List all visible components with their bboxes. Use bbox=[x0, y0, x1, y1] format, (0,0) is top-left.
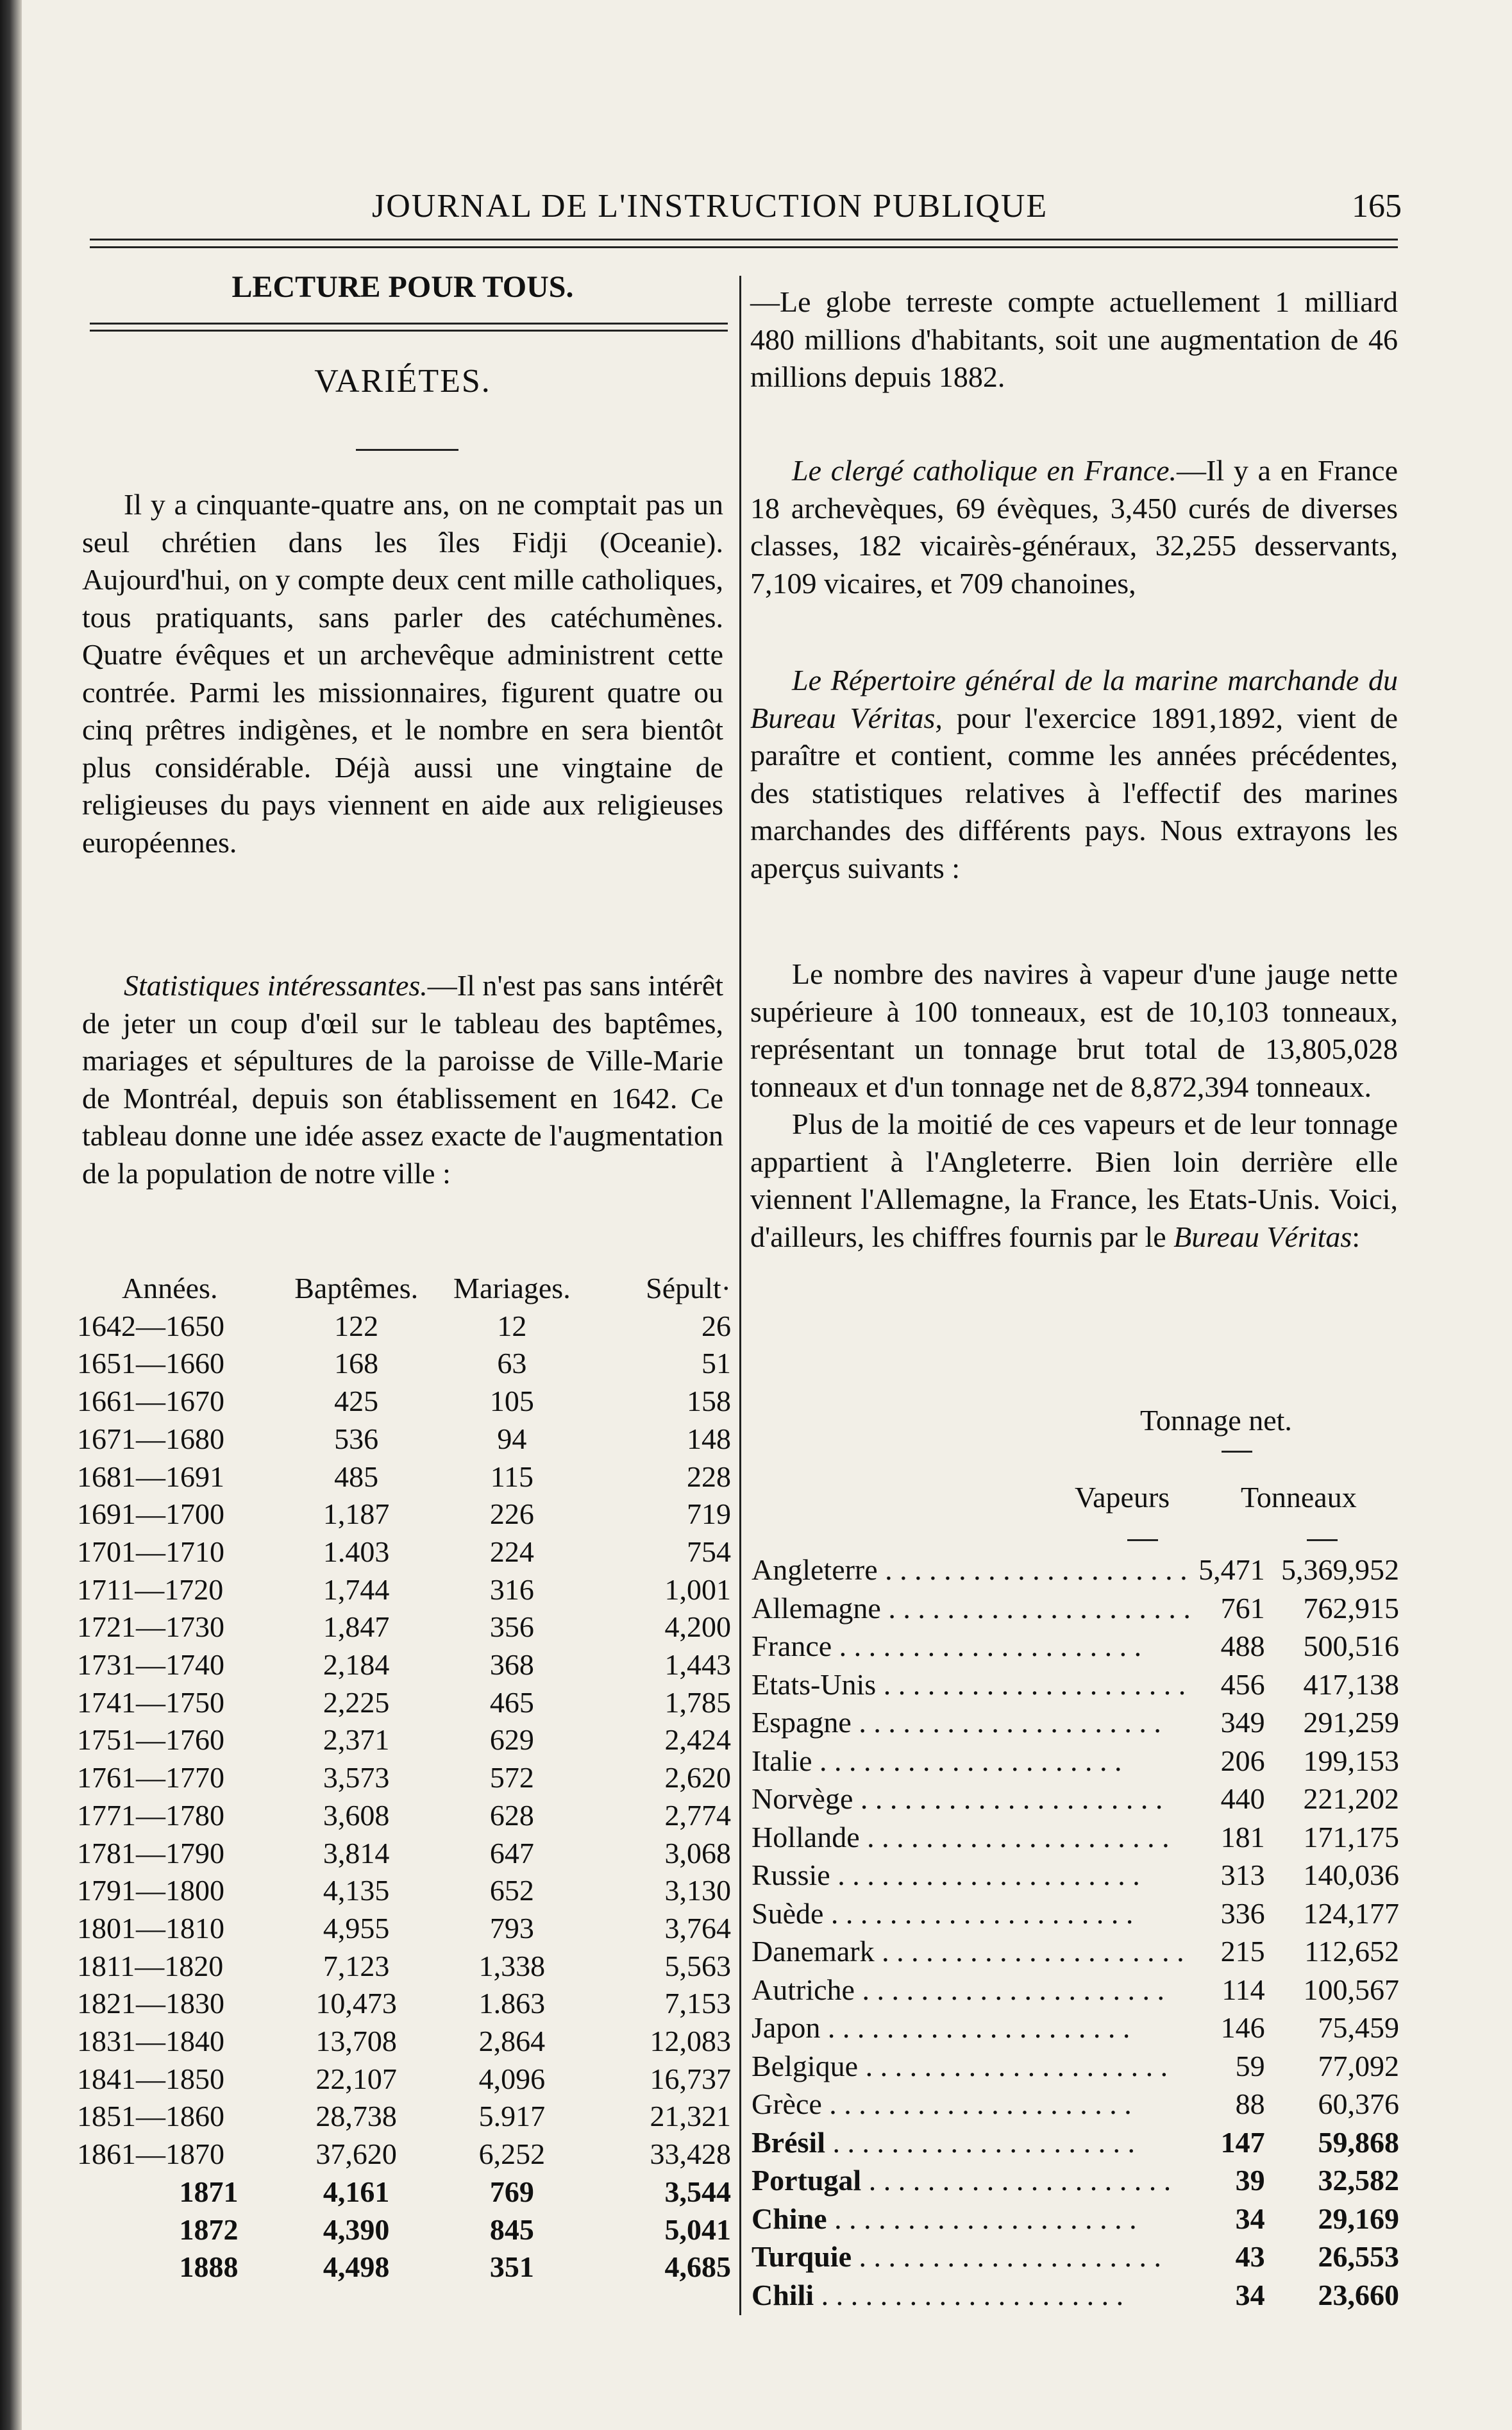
years-cell: 1821—1830 bbox=[77, 1987, 224, 2020]
country-cell bbox=[752, 2123, 1191, 2162]
right-paragraph-navires bbox=[750, 956, 1398, 1256]
mariages-cell: 368 bbox=[489, 1648, 534, 1682]
baptemes-cell: 4,135 bbox=[323, 1874, 390, 1907]
baptemes-cell: 485 bbox=[334, 1460, 379, 1493]
tonneaux-cell: 23,660 bbox=[1318, 2278, 1399, 2311]
col-sepultures: Sépult· bbox=[646, 1272, 731, 1304]
mariages-cell: 629 bbox=[489, 1723, 534, 1757]
table-row bbox=[752, 1666, 1399, 1704]
mariages-cell: 356 bbox=[489, 1610, 534, 1644]
sepultures-cell: 2,424 bbox=[664, 1723, 731, 1757]
table-row bbox=[77, 1948, 731, 1986]
country-name: Chine bbox=[752, 2202, 827, 2235]
country-cell bbox=[752, 2238, 1191, 2276]
baptemes-cell: 4,390 bbox=[323, 2213, 390, 2246]
vapeurs-cell: 456 bbox=[1220, 1667, 1265, 1701]
tonneaux-cell: 29,169 bbox=[1318, 2202, 1399, 2235]
mariages-cell: 224 bbox=[489, 1535, 534, 1568]
paragraph-globe: —Le globe terreste compte actuellement 1 milliard 480 millions d'habitants, soit une augmentation de 46 millions depuis 1882. bbox=[750, 285, 1398, 393]
short-divider bbox=[356, 449, 458, 451]
clerge-text: —Il y a en France 18 archevèques, 69 évèques, 3,450 curés de diverses classes, 182 vicairès-généraux, 32,255 desservants, 7,109 vicaires, et 709 chanoines, bbox=[750, 454, 1398, 600]
country-cell bbox=[752, 1703, 1191, 1742]
baptemes-cell: 2,371 bbox=[323, 1723, 390, 1757]
col-vapeurs: Vapeurs bbox=[1075, 1481, 1170, 1514]
baptemes-cell: 3,608 bbox=[323, 1798, 390, 1832]
table-row bbox=[77, 1608, 731, 1646]
tonneaux-cell: 26,553 bbox=[1318, 2240, 1399, 2273]
years-cell: 1888 bbox=[179, 2250, 239, 2284]
country-name: Danemark bbox=[752, 1935, 875, 1968]
years-cell: 1731—1740 bbox=[77, 1648, 224, 1682]
table-row bbox=[77, 1496, 731, 1533]
years-cell: 1671—1680 bbox=[77, 1422, 224, 1455]
tonneaux-cell: 124,177 bbox=[1303, 1896, 1399, 1930]
table-row bbox=[77, 1985, 731, 2023]
vapeurs-cell: 5,471 bbox=[1198, 1553, 1265, 1586]
table-row bbox=[752, 1818, 1399, 1857]
paragraph-clerge bbox=[750, 452, 1398, 602]
country-name: Espagne bbox=[752, 1706, 852, 1739]
sepultures-cell: 21,321 bbox=[650, 2100, 731, 2133]
vapeurs-cell: 39 bbox=[1235, 2164, 1265, 2197]
baptemes-cell: 13,708 bbox=[315, 2025, 397, 2058]
page-number: 165 bbox=[1352, 188, 1402, 224]
years-cell: 1811—1820 bbox=[77, 1949, 224, 1982]
table-row bbox=[77, 1684, 731, 1722]
baptemes-cell: 4,955 bbox=[323, 1911, 390, 1945]
tonneaux-cell: 112,652 bbox=[1304, 1935, 1399, 1968]
years-cell: 1781—1790 bbox=[77, 1836, 224, 1869]
country-cell bbox=[752, 2200, 1191, 2238]
column-divider bbox=[739, 276, 741, 2315]
baptemes-cell: 168 bbox=[334, 1347, 379, 1380]
repertoire-text: pour l'exercice 1891,1892, vient de paraître et contient, comme les années précédentes, des statistiques relatives à l'effectif des marines marchandes des différents pays. Nous extrayons les aperçus suivants : bbox=[750, 701, 1399, 884]
country-name: Allemagne bbox=[752, 1591, 881, 1624]
country-cell bbox=[752, 2085, 1191, 2123]
table-row bbox=[752, 1703, 1399, 1742]
angleterre-end: : bbox=[1352, 1220, 1361, 1253]
baptemes-cell: 1,744 bbox=[323, 1573, 390, 1606]
country-name: Brésil bbox=[752, 2125, 825, 2159]
table-row bbox=[752, 2276, 1399, 2315]
book-binding-edge bbox=[0, 0, 22, 2430]
table-header-row bbox=[77, 1270, 731, 1308]
table-row bbox=[752, 1971, 1399, 2009]
years-cell: 1871 bbox=[179, 2175, 239, 2208]
tonneaux-cell: 221,202 bbox=[1303, 1782, 1399, 1815]
country-name: Belgique bbox=[752, 2049, 859, 2082]
table-row bbox=[752, 1627, 1399, 1666]
table-row bbox=[752, 1551, 1399, 1589]
baptemes-cell: 37,620 bbox=[315, 2138, 397, 2171]
tonneaux-cell: 417,138 bbox=[1303, 1667, 1399, 1701]
years-cell: 1642—1650 bbox=[77, 1309, 224, 1342]
country-name: Italie bbox=[752, 1744, 812, 1777]
mariages-cell: 351 bbox=[489, 2250, 534, 2284]
tonneaux-cell: 291,259 bbox=[1303, 1706, 1399, 1739]
country-cell bbox=[752, 1589, 1191, 1628]
table-row bbox=[77, 2136, 731, 2173]
sepultures-cell: 12,083 bbox=[650, 2025, 731, 2058]
leader-dots: . . . . . . . . . . . . . . . . . . . . . bbox=[853, 1782, 1163, 1815]
parish-statistics-table bbox=[77, 1270, 731, 2286]
baptemes-cell: 10,473 bbox=[315, 1987, 397, 2020]
leader-dots: . . . . . . . . . . . . . . . . . . . . . bbox=[827, 2202, 1137, 2235]
years-cell: 1701—1710 bbox=[77, 1535, 224, 1568]
mariages-cell: 628 bbox=[489, 1798, 534, 1832]
sepultures-cell: 1,001 bbox=[664, 1573, 731, 1606]
col-baptemes: Baptêmes. bbox=[294, 1272, 419, 1304]
table-row bbox=[752, 1856, 1399, 1894]
tonneaux-cell: 199,153 bbox=[1303, 1744, 1399, 1777]
leader-dots: . . . . . . . . . . . . . . . . . . . . . bbox=[876, 1667, 1186, 1701]
mariages-cell: 1,338 bbox=[478, 1949, 546, 1982]
baptemes-cell: 1,187 bbox=[323, 1498, 390, 1531]
sepultures-cell: 5,563 bbox=[664, 1949, 731, 1982]
sepultures-cell: 228 bbox=[687, 1460, 731, 1493]
vapeurs-cell: 59 bbox=[1235, 2049, 1265, 2082]
table-row bbox=[77, 2211, 731, 2249]
sepultures-cell: 4,200 bbox=[664, 1610, 731, 1644]
vapeurs-cell: 181 bbox=[1220, 1820, 1265, 1853]
vapeurs-cell: 215 bbox=[1220, 1935, 1265, 1968]
col-mariages: Mariages. bbox=[453, 1272, 571, 1304]
country-name: Chili bbox=[752, 2278, 814, 2311]
tonnage-table bbox=[752, 1551, 1399, 2314]
years-cell: 1751—1760 bbox=[77, 1723, 224, 1757]
leader-dots: . . . . . . . . . . . . . . . . . . . . . bbox=[880, 1591, 1191, 1624]
sepultures-cell: 1,785 bbox=[664, 1685, 731, 1719]
baptemes-cell: 2,184 bbox=[323, 1648, 390, 1682]
clerge-lead: Le clergé catholique en France. bbox=[792, 454, 1177, 487]
sepultures-cell: 33,428 bbox=[650, 2138, 731, 2171]
leader-dots: . . . . . . . . . . . . . . . . . . . . . bbox=[854, 1973, 1164, 2006]
table-row bbox=[752, 2009, 1399, 2047]
mariages-cell: 115 bbox=[490, 1460, 534, 1493]
country-name: Russie bbox=[752, 1859, 830, 1891]
years-cell: 1801—1810 bbox=[77, 1911, 224, 1945]
vapeurs-cell: 147 bbox=[1220, 2125, 1265, 2159]
vapeurs-cell: 34 bbox=[1235, 2278, 1265, 2311]
paragraph-navires: Le nombre des navires à vapeur d'une jauge nette supérieure à 100 tonneaux, est de 10,103 tonneaux, représentant un tonnage brut total de 13,805,028 tonneaux et d'un tonnage net de 8,872,394 tonneaux. bbox=[750, 958, 1398, 1103]
table-row bbox=[77, 2173, 731, 2211]
leader-dots: . . . . . . . . . . . . . . . . . . . . . bbox=[858, 2049, 1168, 2082]
statistiques-lead: Statistiques intéressantes. bbox=[124, 969, 428, 1002]
table-row bbox=[752, 1932, 1399, 1971]
vapeurs-cell: 488 bbox=[1220, 1630, 1265, 1662]
paragraph-fidji: Il y a cinquante-quatre ans, on ne comptait pas un seul chrétien dans les îles Fidji (Oceanie). Aujourd'hui, on y compte deux cent mille catholiques, tous pratiquants, sans parler des catéchumènes. Quatre évêques et un archevêque administrent cette contrée. Parmi les missionnaires, figurent quatre ou cinq prêtres indigènes, et le nombre en sera bientôt plus considérable. Déjà aussi une vingtaine de religieuses du pays viennent en aide aux religieuses européennes. bbox=[82, 488, 723, 859]
mariages-cell: 465 bbox=[489, 1685, 534, 1719]
sepultures-cell: 3,068 bbox=[664, 1836, 731, 1869]
baptemes-cell: 425 bbox=[334, 1385, 379, 1418]
baptemes-cell: 3,814 bbox=[323, 1836, 390, 1869]
years-cell: 1851—1860 bbox=[77, 2100, 224, 2133]
years-cell: 1872 bbox=[179, 2213, 239, 2246]
mariages-cell: 6,252 bbox=[478, 2138, 546, 2171]
table-row bbox=[752, 1894, 1399, 1933]
left-paragraph-statistiques bbox=[82, 967, 723, 1192]
tonnage-title: Tonnage net. bbox=[1140, 1404, 1292, 1437]
table-row bbox=[77, 1759, 731, 1797]
sepultures-cell: 51 bbox=[701, 1347, 731, 1380]
table-row bbox=[77, 2249, 731, 2286]
tonneaux-cell: 59,868 bbox=[1318, 2125, 1399, 2159]
running-header: JOURNAL DE L'INSTRUCTION PUBLIQUE bbox=[372, 188, 1048, 224]
baptemes-cell: 28,738 bbox=[315, 2100, 397, 2133]
table-row bbox=[752, 1742, 1399, 1780]
leader-dots: . . . . . . . . . . . . . . . . . . . . . bbox=[830, 1859, 1140, 1891]
baptemes-cell: 536 bbox=[334, 1422, 379, 1455]
country-cell bbox=[752, 2276, 1191, 2315]
baptemes-cell: 4,498 bbox=[323, 2250, 390, 2284]
mariages-cell: 845 bbox=[489, 2213, 534, 2246]
sepultures-cell: 26 bbox=[701, 1309, 731, 1342]
mariages-cell: 2,864 bbox=[478, 2025, 546, 2058]
table-row bbox=[77, 1872, 731, 1910]
country-name: Turquie bbox=[752, 2240, 852, 2273]
years-cell: 1741—1750 bbox=[77, 1685, 224, 1719]
sepultures-cell: 148 bbox=[687, 1422, 731, 1455]
baptemes-cell: 2,225 bbox=[323, 1685, 390, 1719]
left-paragraph-fidji bbox=[82, 486, 723, 861]
right-paragraph-globe bbox=[750, 283, 1398, 396]
table-row bbox=[752, 2161, 1399, 2200]
sepultures-cell: 719 bbox=[687, 1498, 731, 1531]
country-name: Grèce bbox=[752, 2088, 822, 2120]
country-name: Etats-Unis bbox=[752, 1667, 877, 1701]
table-row bbox=[77, 2061, 731, 2098]
leader-dots: . . . . . . . . . . . . . . . . . . . . . bbox=[821, 2088, 1132, 2120]
tonneaux-cell: 5,369,952 bbox=[1281, 1553, 1399, 1586]
years-cell: 1661—1670 bbox=[77, 1385, 224, 1418]
section-title: LECTURE POUR TOUS. bbox=[231, 270, 574, 304]
country-name: Norvège bbox=[752, 1782, 853, 1815]
years-cell: 1771—1780 bbox=[77, 1798, 224, 1832]
leader-dots: . . . . . . . . . . . . . . . . . . . . . bbox=[812, 1744, 1122, 1777]
table-row bbox=[77, 1308, 731, 1346]
table-row bbox=[77, 1383, 731, 1421]
baptemes-cell: 4,161 bbox=[323, 2175, 390, 2208]
tonneaux-cell: 75,459 bbox=[1318, 2011, 1399, 2044]
tonneaux-cell: 100,567 bbox=[1303, 1973, 1399, 2006]
mariages-cell: 793 bbox=[489, 1911, 534, 1945]
sepultures-cell: 7,153 bbox=[664, 1987, 731, 2020]
tonneaux-cell: 60,376 bbox=[1318, 2088, 1399, 2120]
tonneaux-cell: 171,175 bbox=[1303, 1820, 1399, 1853]
mariages-cell: 226 bbox=[489, 1498, 534, 1531]
vapeurs-cell: 146 bbox=[1220, 2011, 1265, 2044]
country-name: Japon bbox=[752, 2011, 821, 2044]
mariages-cell: 12 bbox=[497, 1309, 527, 1342]
country-name: France bbox=[752, 1630, 832, 1662]
vapeurs-cell: 88 bbox=[1235, 2088, 1265, 2120]
table-row bbox=[752, 2047, 1399, 2086]
years-cell: 1681—1691 bbox=[77, 1460, 224, 1493]
vapeurs-cell: 43 bbox=[1235, 2240, 1265, 2273]
country-name: Suède bbox=[752, 1896, 824, 1930]
sepultures-cell: 2,774 bbox=[664, 1798, 731, 1832]
years-cell: 1651—1660 bbox=[77, 1347, 224, 1380]
country-cell bbox=[752, 1894, 1191, 1933]
mariages-cell: 647 bbox=[489, 1836, 534, 1869]
baptemes-cell: 7,123 bbox=[323, 1949, 390, 1982]
statistiques-text: —Il n'est pas sans intérêt de jeter un coup d'œil sur le tableau des baptêmes, mariages et sépultures de la paroisse de Ville-Marie de Montréal, depuis son établissement en 1642. Ce tableau donne une idée assez exacte de l'augmentation de la population de notre ville : bbox=[82, 969, 723, 1190]
baptemes-cell: 1.403 bbox=[323, 1535, 390, 1568]
mariages-cell: 316 bbox=[489, 1573, 534, 1606]
table-row bbox=[77, 1646, 731, 1684]
country-cell bbox=[752, 1742, 1191, 1780]
tonneaux-dash bbox=[1307, 1539, 1338, 1541]
mariages-cell: 105 bbox=[489, 1385, 534, 1418]
mariages-cell: 1.863 bbox=[478, 1987, 546, 2020]
leader-dots: . . . . . . . . . . . . . . . . . . . . . bbox=[814, 2278, 1124, 2311]
country-name: Autriche bbox=[752, 1973, 855, 2006]
leader-dots: . . . . . . . . . . . . . . . . . . . . . bbox=[823, 1896, 1134, 1930]
table-row bbox=[752, 2123, 1399, 2162]
mariages-cell: 769 bbox=[489, 2175, 534, 2208]
paragraph-repertoire bbox=[750, 662, 1398, 887]
table-row bbox=[77, 1910, 731, 1948]
table-row bbox=[77, 2023, 731, 2061]
country-cell bbox=[752, 1932, 1191, 1971]
table-row bbox=[752, 1589, 1399, 1628]
vapeurs-cell: 440 bbox=[1220, 1782, 1265, 1815]
right-paragraph-repertoire bbox=[750, 662, 1398, 887]
baptemes-cell: 22,107 bbox=[315, 2062, 397, 2095]
tonnage-title-dash bbox=[1222, 1451, 1252, 1453]
vapeurs-cell: 34 bbox=[1235, 2202, 1265, 2235]
table-row bbox=[77, 2098, 731, 2136]
baptemes-cell: 122 bbox=[334, 1309, 379, 1342]
baptemes-cell: 1,847 bbox=[323, 1610, 390, 1644]
section-rule bbox=[90, 323, 728, 325]
mariages-cell: 652 bbox=[489, 1874, 534, 1907]
table-row bbox=[752, 2200, 1399, 2238]
vapeurs-cell: 206 bbox=[1220, 1744, 1265, 1777]
country-name: Angleterre bbox=[752, 1553, 878, 1586]
vapeurs-cell: 349 bbox=[1220, 1706, 1265, 1739]
mariages-cell: 4,096 bbox=[478, 2062, 546, 2095]
country-cell bbox=[752, 1551, 1191, 1589]
header-rule-double bbox=[90, 246, 1398, 248]
table-row bbox=[77, 1458, 731, 1496]
tonneaux-cell: 140,036 bbox=[1303, 1859, 1399, 1891]
table-row bbox=[752, 2085, 1399, 2123]
vapeurs-cell: 336 bbox=[1220, 1896, 1265, 1930]
table-row bbox=[77, 1571, 731, 1609]
col-tonneaux: Tonneaux bbox=[1241, 1481, 1357, 1514]
leader-dots: . . . . . . . . . . . . . . . . . . . . . bbox=[861, 2164, 1172, 2197]
country-cell bbox=[752, 2009, 1191, 2047]
sepultures-cell: 1,443 bbox=[664, 1648, 731, 1682]
years-cell: 1861—1870 bbox=[77, 2138, 224, 2171]
years-cell: 1791—1800 bbox=[77, 1874, 224, 1907]
years-cell: 1831—1840 bbox=[77, 2025, 224, 2058]
country-cell bbox=[752, 1818, 1191, 1857]
vapeurs-cell: 114 bbox=[1222, 1973, 1265, 2006]
angleterre-text: Plus de la moitié de ces vapeurs et de leur tonnage appartient à l'Angleterre. Bien loin derrière elle viennent l'Allemagne, la France, les Etats-Unis. Voici, d'ailleurs, les chiffres fournis par le bbox=[750, 1108, 1398, 1253]
table-row bbox=[77, 1345, 731, 1383]
leader-dots: . . . . . . . . . . . . . . . . . . . . . bbox=[851, 1706, 1161, 1739]
sepultures-cell: 754 bbox=[687, 1535, 731, 1568]
years-cell: 1841—1850 bbox=[77, 2062, 224, 2095]
right-paragraph-clerge bbox=[750, 452, 1398, 602]
country-cell bbox=[752, 1971, 1191, 2009]
leader-dots: . . . . . . . . . . . . . . . . . . . . . bbox=[825, 2125, 1135, 2159]
years-cell: 1761—1770 bbox=[77, 1761, 224, 1794]
bureau-veritas-ref: Bureau Véritas bbox=[1173, 1220, 1352, 1253]
table-row bbox=[77, 1797, 731, 1835]
table-row bbox=[752, 1780, 1399, 1818]
table-row bbox=[752, 2238, 1399, 2276]
tonneaux-cell: 762,915 bbox=[1303, 1591, 1399, 1624]
table-row bbox=[77, 1533, 731, 1571]
paragraph-angleterre bbox=[750, 1106, 1398, 1256]
country-name: Hollande bbox=[752, 1820, 860, 1853]
header-rule bbox=[90, 239, 1398, 240]
sepultures-cell: 3,130 bbox=[664, 1874, 731, 1907]
country-cell bbox=[752, 1780, 1191, 1818]
repertoire-lead: Le Répertoire général de la marine marchande du Bureau Véritas, bbox=[750, 664, 1398, 734]
sepultures-cell: 4,685 bbox=[664, 2250, 731, 2284]
sepultures-cell: 16,737 bbox=[650, 2062, 731, 2095]
statistics-body bbox=[77, 1308, 731, 2286]
leader-dots: . . . . . . . . . . . . . . . . . . . . . bbox=[820, 2011, 1130, 2044]
mariages-cell: 5.917 bbox=[478, 2100, 546, 2133]
section-subtitle: VARIÉTES. bbox=[314, 363, 491, 400]
vapeurs-cell: 761 bbox=[1220, 1591, 1265, 1624]
country-cell bbox=[752, 1666, 1191, 1704]
sepultures-cell: 3,544 bbox=[664, 2175, 731, 2208]
sepultures-cell: 5,041 bbox=[664, 2213, 731, 2246]
years-cell: 1711—1720 bbox=[77, 1573, 224, 1606]
table-row bbox=[77, 1835, 731, 1873]
mariages-cell: 63 bbox=[497, 1347, 527, 1380]
sepultures-cell: 2,620 bbox=[664, 1761, 731, 1794]
vapeurs-cell: 313 bbox=[1220, 1859, 1265, 1891]
tonneaux-cell: 500,516 bbox=[1303, 1630, 1399, 1662]
table-row bbox=[77, 1421, 731, 1458]
table-row bbox=[77, 1721, 731, 1759]
leader-dots: . . . . . . . . . . . . . . . . . . . . . bbox=[859, 1820, 1170, 1853]
country-cell bbox=[752, 2161, 1191, 2200]
sepultures-cell: 158 bbox=[687, 1385, 731, 1418]
country-cell bbox=[752, 2047, 1191, 2086]
leader-dots: . . . . . . . . . . . . . . . . . . . . . bbox=[877, 1553, 1188, 1586]
vapeurs-dash bbox=[1127, 1539, 1158, 1541]
sepultures-cell: 3,764 bbox=[664, 1911, 731, 1945]
country-name: Portugal bbox=[752, 2164, 862, 2197]
leader-dots: . . . . . . . . . . . . . . . . . . . . . bbox=[832, 1630, 1142, 1662]
baptemes-cell: 3,573 bbox=[323, 1761, 390, 1794]
col-annees: Années. bbox=[122, 1272, 218, 1304]
country-cell bbox=[752, 1627, 1191, 1666]
paragraph-statistiques bbox=[82, 967, 723, 1192]
years-cell: 1691—1700 bbox=[77, 1498, 224, 1531]
mariages-cell: 572 bbox=[489, 1761, 534, 1794]
country-cell bbox=[752, 1856, 1191, 1894]
tonnage-body bbox=[752, 1551, 1399, 2314]
leader-dots: . . . . . . . . . . . . . . . . . . . . . bbox=[852, 2240, 1161, 2273]
leader-dots: . . . . . . . . . . . . . . . . . . . . . bbox=[874, 1935, 1184, 1968]
mariages-cell: 94 bbox=[497, 1422, 527, 1455]
tonneaux-cell: 32,582 bbox=[1318, 2164, 1399, 2197]
tonneaux-cell: 77,092 bbox=[1318, 2049, 1399, 2082]
years-cell: 1721—1730 bbox=[77, 1610, 224, 1644]
section-rule-double bbox=[90, 330, 728, 332]
